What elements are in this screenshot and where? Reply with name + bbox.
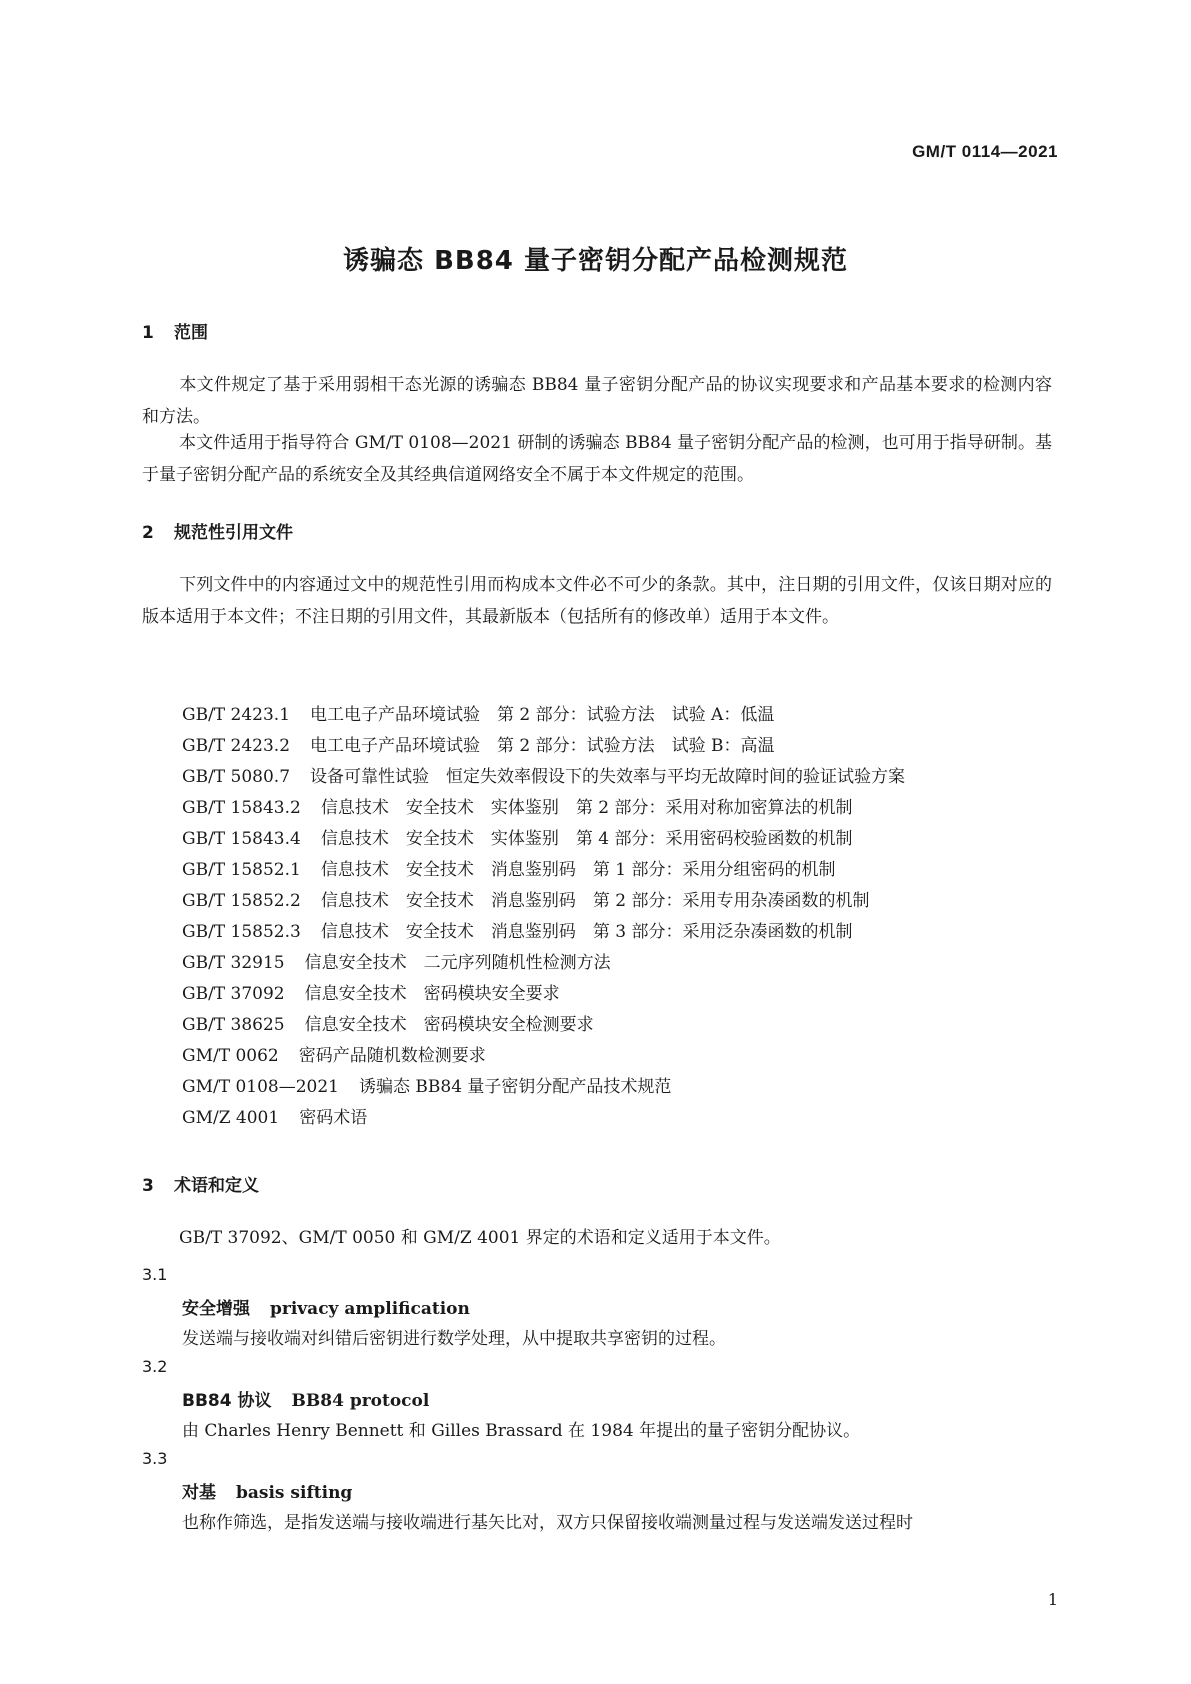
- reference-title: 信息技术 安全技术 消息鉴别码 第 2 部分：采用专用杂凑函数的机制: [320, 891, 870, 911]
- section-title: 规范性引用文件: [174, 523, 293, 543]
- reference-title: 信息技术 安全技术 实体鉴别 第 4 部分：采用密码校验函数的机制: [320, 829, 853, 849]
- section-number: 1: [142, 323, 154, 343]
- normative-reference-list: [182, 700, 905, 1134]
- reference-code: GB/T 37092: [182, 984, 285, 1004]
- reference-item: [182, 917, 905, 948]
- term-definition: 也称作筛选，是指发送端与接收端进行基矢比对，双方只保留接收端测量过程与发送端发送过程时: [182, 1513, 913, 1533]
- reference-code: GB/T 15852.3: [182, 922, 301, 942]
- paragraph-text: 本文件规定了基于采用弱相干态光源的诱骗态 BB84 量子密钥分配产品的协议实现要求和产品基本要求的检测内容和方法。: [142, 375, 1052, 427]
- reference-code: GB/T 15852.1: [182, 860, 301, 880]
- reference-item: [182, 1041, 905, 1072]
- section-2-paragraph-1: [142, 569, 1052, 633]
- section-1-heading: [142, 318, 208, 343]
- reference-item: [182, 793, 905, 824]
- reference-item: [182, 1010, 905, 1041]
- reference-title: 信息安全技术 密码模块安全检测要求: [304, 1015, 594, 1035]
- reference-title: 信息技术 安全技术 消息鉴别码 第 3 部分：采用泛杂凑函数的机制: [320, 922, 853, 942]
- reference-title: 信息安全技术 密码模块安全要求: [304, 984, 560, 1004]
- reference-code: GB/T 5080.7: [182, 767, 291, 787]
- reference-title: 密码产品随机数检测要求: [298, 1046, 486, 1066]
- reference-item: [182, 700, 905, 731]
- term-name-cn: BB84 协议: [182, 1391, 272, 1411]
- reference-code: GM/Z 4001: [182, 1108, 280, 1128]
- reference-title: 信息技术 安全技术 实体鉴别 第 2 部分：采用对称加密算法的机制: [320, 798, 853, 818]
- term-number: 3.2: [142, 1357, 168, 1376]
- paragraph-text: 下列文件中的内容通过文中的规范性引用而构成本文件必不可少的条款。其中，注日期的引用文件，仅该日期对应的版本适用于本文件；不注日期的引用文件，其最新版本（包括所有的修改单）适用于本文件。: [142, 575, 1052, 627]
- reference-item: [182, 824, 905, 855]
- reference-title: 密码术语: [299, 1108, 368, 1128]
- reference-item: [182, 979, 905, 1010]
- reference-item: [182, 948, 905, 979]
- standard-code: GM/T 0114—2021: [912, 142, 1058, 161]
- term-name: [182, 1386, 429, 1411]
- reference-code: GB/T 15843.4: [182, 829, 301, 849]
- page-number: 1: [1047, 1590, 1058, 1609]
- reference-code: GB/T 15852.2: [182, 891, 301, 911]
- paragraph-text: GB/T 37092、GM/T 0050 和 GM/Z 4001 界定的术语和定义适用于本文件。: [179, 1228, 781, 1248]
- reference-title: 诱骗态 BB84 量子密钥分配产品技术规范: [358, 1077, 672, 1097]
- section-2-heading: [142, 518, 293, 543]
- reference-item: [182, 1072, 905, 1103]
- paragraph-text: 本文件适用于指导符合 GM/T 0108—2021 研制的诱骗态 BB84 量子密钥分配产品的检测，也可用于指导研制。基于量子密钥分配产品的系统安全及其经典信道网络安全不属于本文件规定的范围。: [142, 433, 1052, 485]
- term-name: [182, 1478, 352, 1503]
- reference-item: [182, 855, 905, 886]
- term-definition: 由 Charles Henry Bennett 和 Gilles Brassard 在 1984 年提出的量子密钥分配协议。: [182, 1421, 861, 1441]
- section-number: 3: [142, 1176, 154, 1196]
- term-name-en: basis sifting: [236, 1483, 353, 1503]
- section-1-paragraph-2: [142, 427, 1052, 491]
- reference-code: GB/T 15843.2: [182, 798, 301, 818]
- section-title: 术语和定义: [174, 1176, 259, 1196]
- reference-title: 设备可靠性试验 恒定失效率假设下的失效率与平均无故障时间的验证试验方案: [310, 767, 906, 787]
- term-name-cn: 安全增强: [182, 1299, 250, 1319]
- reference-code: GM/T 0062: [182, 1046, 279, 1066]
- term-definition: 发送端与接收端对纠错后密钥进行数学处理，从中提取共享密钥的过程。: [182, 1329, 726, 1349]
- reference-code: GM/T 0108—2021: [182, 1077, 339, 1097]
- term-name-en: privacy amplification: [270, 1299, 470, 1319]
- reference-item: [182, 886, 905, 917]
- term-name: [182, 1294, 470, 1319]
- reference-item: [182, 1103, 905, 1134]
- reference-item: [182, 762, 905, 793]
- reference-item: [182, 731, 905, 762]
- reference-title: 信息安全技术 二元序列随机性检测方法: [304, 953, 611, 973]
- reference-title: 电工电子产品环境试验 第 2 部分：试验方法 试验 A：低温: [310, 705, 775, 725]
- section-number: 2: [142, 523, 154, 543]
- reference-title: 信息技术 安全技术 消息鉴别码 第 1 部分：采用分组密码的机制: [320, 860, 836, 880]
- reference-code: GB/T 38625: [182, 1015, 285, 1035]
- term-number: 3.3: [142, 1449, 168, 1468]
- reference-code: GB/T 2423.1: [182, 705, 291, 725]
- section-3-paragraph-1: [142, 1222, 1052, 1254]
- term-name-cn: 对基: [182, 1483, 216, 1503]
- reference-code: GB/T 2423.2: [182, 736, 291, 756]
- document-title: 诱骗态 BB84 量子密钥分配产品检测规范: [343, 246, 848, 276]
- section-title: 范围: [174, 323, 208, 343]
- reference-title: 电工电子产品环境试验 第 2 部分：试验方法 试验 B：高温: [310, 736, 775, 756]
- term-number: 3.1: [142, 1265, 168, 1284]
- reference-code: GB/T 32915: [182, 953, 285, 973]
- section-3-heading: [142, 1171, 259, 1196]
- section-1-paragraph-1: [142, 369, 1052, 433]
- term-name-en: BB84 protocol: [291, 1391, 430, 1411]
